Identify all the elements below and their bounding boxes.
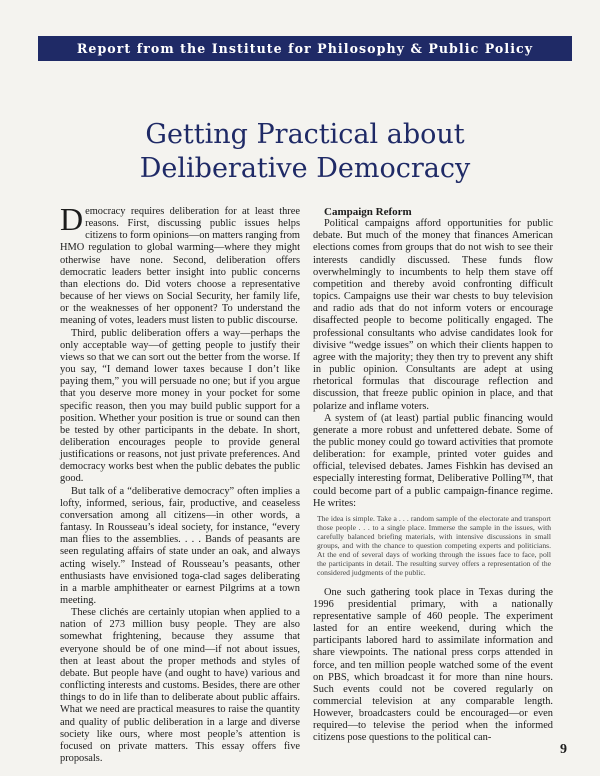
paragraph-1 [60,201,300,328]
banner-text: Report from the Institute for Philosophy & Public Policy [76,41,534,56]
article-title-line-1: Getting Practical about [145,119,465,150]
paragraph-3: But talk of a “deliberative democracy” often implies a lofty, informed, serious, fair, productive, and ceaseless conversation among all citizens—in other words, a fantasy. In Rousseau’s ideal society, for instance, “every man flies to the assemblies. . . . Bands of peasants are seen regulating affairs of state under an oak, and always acting wisely.” Instead of Rousseau’s peasants, other enthusiasts have envisioned toga-clad sages deliberating in a marble amphitheater or earnest Pilgrims at a town meeting. [60,485,300,606]
page-number: 9 [560,742,567,757]
paragraph-6: A system of (at least) partial public financing would generate a more robust and unfettered debate. Some of the public money could go toward activities that promote deliberation: for example, printed voter guides and official, televised debates. James Fishkin has devised an especially interesting format, Deliberative Polling™, that could become part of a public campaign-finance regime. He writes: [313,412,553,509]
paragraph-2: Third, public deliberation offers a way—perhaps the only acceptable way—of getting people to justify their views so that we can sort out the better from the worse. If you say, “I demand lower taxes because I don’t like paying them,” you will persuade no one; but if you argue that you deserve more money in your pocket for some specific reason, then you may build public support for a position. Whether your position is true or sound can then be tested by other participants in the debate. In short, deliberation encourages people to provide general justifications or reasons, not just private preferences. And democracy works best when the public debates the public good. [60,327,300,485]
paragraph-7: One such gathering took place in Texas during the 1996 presidential primary, with a nationally representative sample of 460 people. The experiment lasted for an entire weekend, during which the participants labored hard to assimilate information and share viewpoints. The national press corps attended in force, and ten million people watched some of the event on PBS, which broadcast it for more than nine hours. Such events could not be covered regularly on commercial television at any comparable length. However, broadcasters could be encouraged—or even required—to televise the period when the informed citizens pose questions to the political can- [313,586,553,744]
block-quote: The idea is simple. Take a . . . random sample of the electorate and transport those people . . . to a single place. Immerse the sample in the issues, with carefully balanced briefing materials, with intensive discussions in small groups, and with the chance to question competing experts and politicians. At the end of several days of working through the issues face to face, poll the participants in detail. The resulting survey offers a representation of the considered judgments of the public. [317,513,551,578]
drop-cap: D [60,201,84,237]
article-title-line-2: Deliberative Democracy [139,153,471,184]
right-column [313,206,553,745]
paragraph-5: Political campaigns afford opportunities for public debate. But much of the money that finances American elections comes from groups that do not wish to see their interests candidly discussed. These funds flow overwhelmingly to incumbents to help them stave off competition and thereby avoid confronting difficult topics. Campaigns use their war chests to buy television and radio ads that do not inform voters or encourage disaffected people to become politically engaged. The professional consultants who advise candidates look for divisive “wedge issues” on which their clients happen to agree with the majority; they then try to prevent any shift in public opinion. Consultants are adept at using rhetorical formulas that discourage reflection and discussion, that freeze public opinion in place, and that polarize and inflame voters. [313,218,553,412]
paragraph-4: These clichés are certainly utopian when applied to a nation of 273 million busy people. They are also somewhat frightening, because they assume that everyone should be of one mind—if not about issues, then at least about the proper methods and styles of debate. But people have (and ought to have) various and conflicting interests and customs. Besides, there are other things to do in life than to deliberate about public affairs. What we need are practical measures to raise the quantity and quality of public deliberation in a large and diverse society like ours, where most people’s attention is focused on private matters. This essay offers five proposals. [60,607,300,765]
section-heading: Campaign Reform [324,206,412,218]
left-column [60,201,300,765]
report-banner [38,36,572,61]
paragraph-1-text: emocracy requires deliberation for at least three reasons. First, discussing public issues helps citizens to form opinions—on matters ranging from HMO regulation to global warming—where they might otherwise have none. Second, deliberation offers democratic leaders better insight into public concerns than elections do. Did voters choose a representative because of her views on Social Security, her family life, or the weaknesses of her opponent? To understand the meaning of votes, leaders must listen to public discourse. [60,206,300,327]
